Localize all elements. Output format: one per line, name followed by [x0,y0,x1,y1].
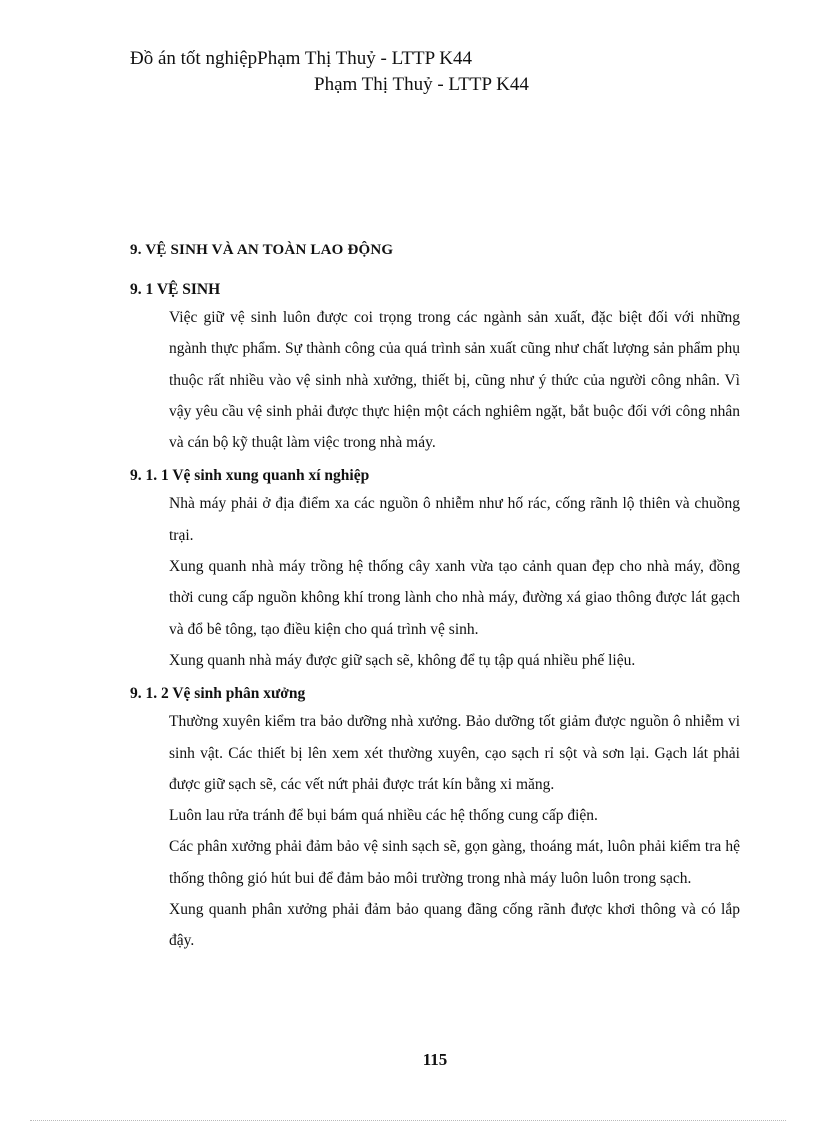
running-header-line-2: Phạm Thị Thuỷ - LTTP K44 [314,74,529,95]
subsection-2-paragraph: Xung quanh phân xưởng phải đảm bảo quang đãng cống rãnh được khơi thông và có lắp đậy. [169,901,740,950]
subsection-2-paragraph: Thường xuyên kiểm tra bảo dưỡng nhà xưởng. Bảo dưỡng tốt giảm được nguồn ô nhiễm vi sinh vật. Các thiết bị lên xem xét thường xuyên, cạo sạch rỉ sột và sơn lại. Gạch lát phải được giữ sạch sẽ, các vết nứt phải được trát kín bằng xi măng. [169,713,740,793]
subsection-2-title: 9. 1. 2 Vệ sinh phân xưởng [130,685,306,703]
section-paragraph: Việc giữ vệ sinh luôn được coi trọng trong các ngành sản xuất, đặc biệt đối với những ngành thực phẩm. Sự thành công của quá trình sản xuất cũng như chất lượng sản phẩm phụ thuộc rất nhiều vào vệ sinh nhà xưởng, thiết bị, cũng như ý thức của người công nhân. Vì vậy yêu cầu vệ sinh phải được thực hiện một cách nghiêm ngặt, bắt buộc đối với công nhân và cán bộ kỹ thuật làm việc trong nhà máy. [169,309,740,452]
running-header-line-1: Đồ án tốt nghiệpPhạm Thị Thuỷ - LTTP K44 [130,48,472,69]
subsection-2-paragraph: Luôn lau rửa tránh để bụi bám quá nhiều các hệ thống cung cấp điện. [169,807,598,825]
document-body [130,238,740,957]
section-title: 9. 1 VỆ SINH [130,281,221,298]
subsection-1-paragraph: Xung quanh nhà máy được giữ sạch sẽ, không để tụ tập quá nhiều phế liệu. [169,651,636,669]
subsection-1-paragraph: Xung quanh nhà máy trồng hệ thống cây xanh vừa tạo cảnh quan đẹp cho nhà máy, đồng thời cung cấp nguồn không khí trong lành cho nhà máy, đường xá giao thông được lát gạch và đổ bê tông, tạo điều kiện cho quá trình vệ sinh. [169,558,740,638]
page-number: 115 [422,1050,448,1069]
chapter-title: 9. VỆ SINH VÀ AN TOÀN LAO ĐỘNG [130,242,394,258]
subsection-2-paragraph: Các phân xưởng phải đảm bảo vệ sinh sạch sẽ, gọn gàng, thoáng mát, luôn phải kiểm tra hệ thống thông gió hút bui để đảm bảo môi trường trong nhà máy luôn luôn trong sạch. [169,838,740,887]
page-bottom-divider [30,1120,786,1121]
subsection-1-title: 9. 1. 1 Vệ sinh xung quanh xí nghiệp [130,467,370,485]
subsection-1-paragraph: Nhà máy phải ở địa điểm xa các nguồn ô nhiễm như hố rác, cống rãnh lộ thiên và chuồng trại. [169,495,740,544]
